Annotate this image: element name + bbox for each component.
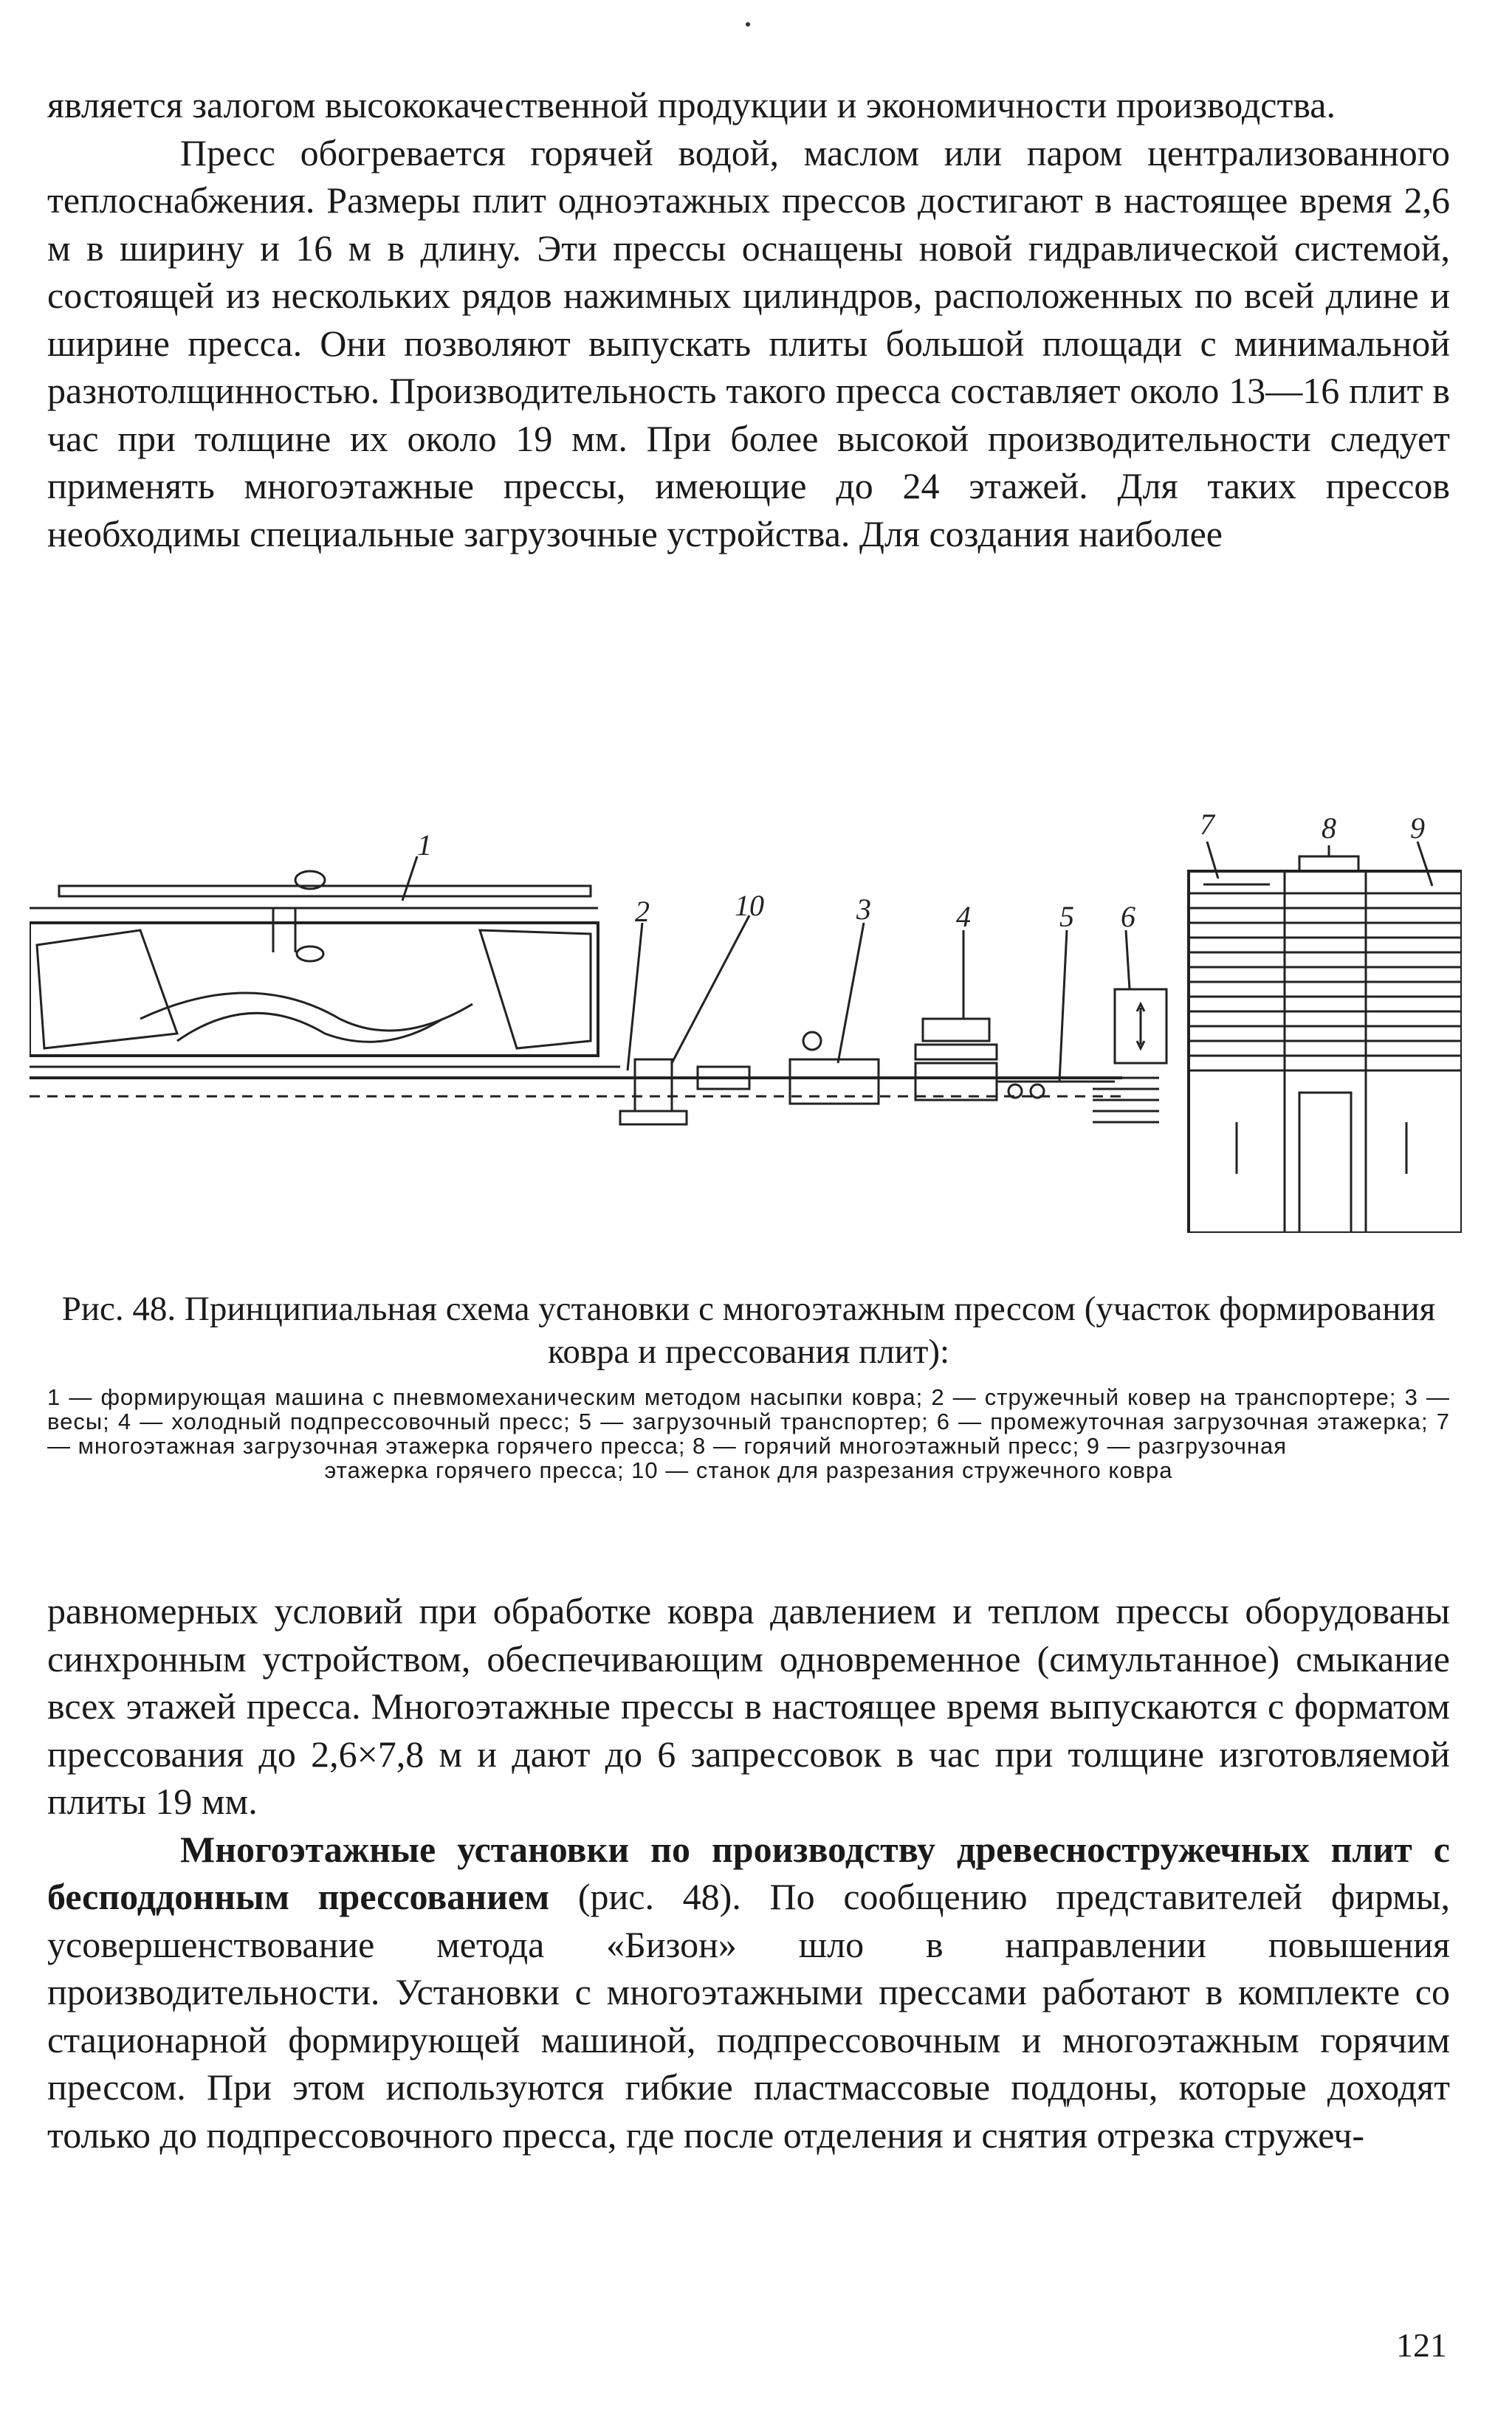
label-6: 6 <box>1121 900 1135 933</box>
label-5: 5 <box>1059 900 1074 933</box>
page-number: 121 <box>1396 2326 1447 2364</box>
figure-legend <box>47 1385 1450 1482</box>
continued-paragraph: является залогом высококачественной продукции и экономичности производства. <box>47 84 1336 126</box>
label-8: 8 <box>1322 811 1336 845</box>
legend-text-last-line: этажерка горячего пресса; 10 — станок для разрезания стружечного ковра <box>324 1457 1173 1483</box>
figure-48-scheme <box>30 797 1462 1233</box>
label-3: 3 <box>856 893 871 926</box>
scales <box>790 1032 879 1104</box>
cutting-machine <box>620 1059 749 1124</box>
cold-prepress <box>915 1019 997 1100</box>
label-4: 4 <box>956 900 971 933</box>
section-heading: Многоэтажные установки по производству древесностружечных плит с бесподдонным прессованием <box>47 1828 1450 1917</box>
label-1: 1 <box>417 828 432 862</box>
label-10: 10 <box>735 889 764 922</box>
bottom-text <box>47 1587 1450 2159</box>
legend-text: 1 — формирующая машина с пневмомеханическим методом насыпки ковра; 2 — стружечный ковер на транспортере; 3 — весы; 4 — холодный подпрессовочный пресс; 5 — загрузочный транспортер; 6 — промежуточная загрузочная этажерка; 7 — многоэтажная загрузочная этажерка горячего пресса; 8 — горячий многоэтажный пресс; 9 — разгрузочная <box>47 1384 1450 1459</box>
print-speck <box>746 22 750 27</box>
label-7: 7 <box>1200 808 1214 841</box>
paragraph-press-heating: Пресс обогревается горячей водой, маслом или паром централизованного теплоснабжения. Размеры плит одноэтажных прессов достигают в настоящее время 2,6 м в ширину и 16 м в длину. Эти прессы оснащены новой гидравлической системой, состоящей из нескольких рядов нажимных цилиндров, расположенных по всей длине и ширине пресса. Они позволяют выпускать плиты большой площади с минимальной разнотолщинностью. Производительность такого пресса составляет около 13—16 плит в час при толщине их около 19 мм. При более высокой производительности следует применять многоэтажные прессы, имеющие до 24 этажей. Для таких прессов необходимы специальные загрузочные устройства. Для создания наиболее <box>47 131 1450 554</box>
paragraph-synchronous-device: равномерных условий при обработке ковра давлением и теплом прессы оборудованы синхронным устройством, обеспечивающим одновременное (симультанное) смыкание всех этажей пресса. Многоэтажные прессы в настоящее время выпускаются с форматом прессования до 2,6×7,8 м и дают до 6 запрессовок в час при толщине изготовляемой плиты 19 мм. <box>47 1590 1450 1822</box>
multi-daylight-press-line <box>1189 856 1462 1233</box>
label-9: 9 <box>1410 811 1425 845</box>
paragraph-bison-text: (рис. 48). По сообщению представителей фирмы, усовершенствование метода «Бизон» шло в направлении повышения производительности. Установки с многоэтажными прессами работают в комплекте со стационарной формирующей машиной, подпрессовочным и многоэтажным горячим прессом. При этом используются гибкие пластмассовые поддоны, которые доходят только до подпрессовочного пресса, где после отделения и снятия отрезка стружеч- <box>47 1876 1451 2156</box>
paragraph-bison-method <box>47 1826 1450 2159</box>
top-text <box>47 81 1450 557</box>
figure-caption: Рис. 48. Принципиальная схема установки с многоэтажным прессом (участок формирования ковра и прессования плит): <box>61 1290 1436 1371</box>
label-2: 2 <box>635 895 650 928</box>
forming-machine <box>30 871 620 1067</box>
intermediate-loader <box>1093 989 1166 1122</box>
